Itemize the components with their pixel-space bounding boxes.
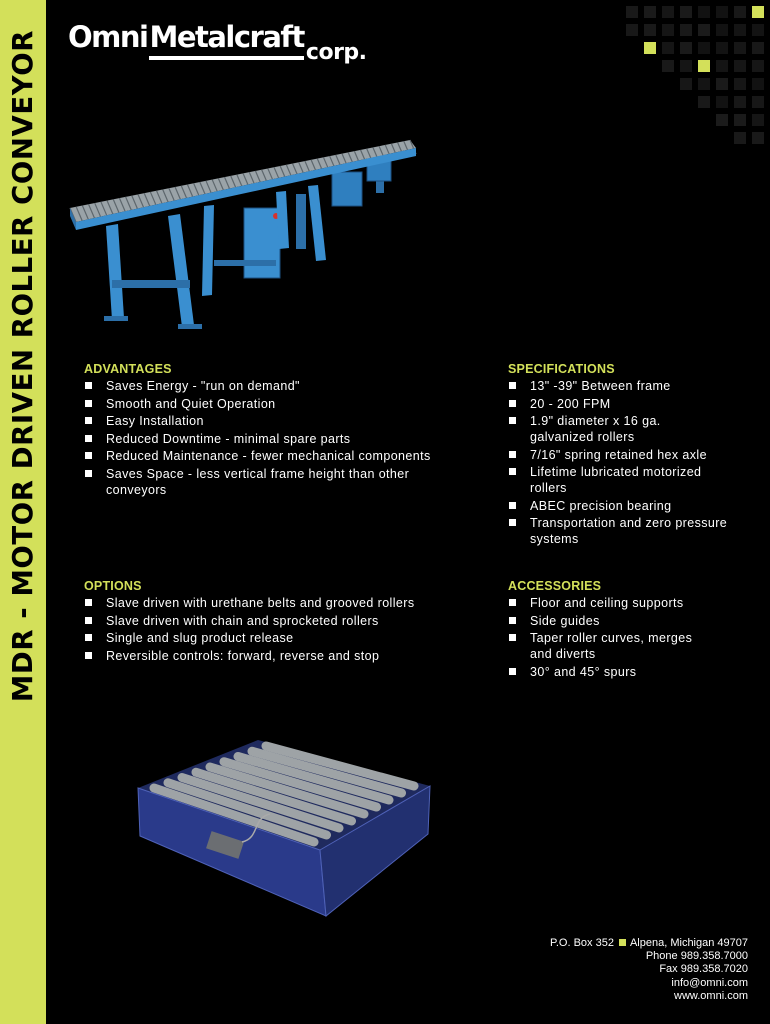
bullet-square-icon [85,617,92,624]
list-item [84,431,464,447]
bullet-square-icon [509,502,516,509]
list-item [84,378,464,394]
list-item [508,413,728,445]
bullet-square-icon [509,417,516,424]
logo-corp: corp. [305,40,367,65]
specifications-list [508,378,728,547]
bullet-square-icon [85,634,92,641]
decorative-square [734,60,746,72]
decorative-square [626,24,638,36]
decorative-square [752,60,764,72]
list-item-text: Single and slug product release [106,631,294,645]
phone-line: Phone 989.358.7000 [645,950,748,963]
list-item [84,648,464,664]
decorative-square [734,78,746,90]
bullet-square-icon [509,451,516,458]
list-item-text: Taper roller curves, merges and diverts [530,631,693,661]
decorative-square [716,42,728,54]
website-link[interactable]: www.omni.com [674,989,748,1002]
decorative-square [698,60,710,72]
accessories-section [508,579,708,681]
list-item [508,515,728,547]
list-item [84,595,464,611]
logo-omni: Omni [68,20,148,54]
list-item [508,664,708,680]
bullet-square-icon [85,470,92,477]
decorative-square [716,78,728,90]
list-item [508,464,728,496]
accessories-list [508,595,708,680]
bullet-square-icon [509,668,516,675]
list-item-text: Floor and ceiling supports [530,596,684,610]
specifications-section [508,362,728,549]
accessories-heading: ACCESSORIES [508,579,602,593]
list-item-text: Reduced Downtime - minimal spare parts [106,431,351,446]
decorative-square [662,6,674,18]
decorative-square [680,42,692,54]
list-item-text: Slave driven with chain and sprocketed rollers [106,613,379,628]
decorative-square [716,96,728,108]
list-item-text: Lifetime lubricated motorized rollers [530,465,702,495]
list-item [84,613,464,629]
specifications-heading: SPECIFICATIONS [508,362,615,376]
decorative-square [734,6,746,18]
decorative-square [752,132,764,144]
list-item-text: 30° and 45° spurs [530,664,637,679]
bullet-square-icon [85,599,92,606]
list-item [508,595,708,611]
advantages-list [84,378,464,498]
city-line: Alpena, Michigan 49707 [629,937,748,949]
decorative-square [716,24,728,36]
decorative-square [698,78,710,90]
decorative-square [734,24,746,36]
logo-metalcraft: Metalcraft [149,20,303,60]
decorative-square [698,42,710,54]
bullet-square-icon [509,634,516,641]
list-item-text: 1.9" diameter x 16 ga. galvanized rollers [530,414,661,444]
list-item [84,413,464,429]
decorative-square [716,60,728,72]
list-item [84,396,464,412]
po-box: P.O. Box 352 [549,937,614,949]
address-line [550,937,748,950]
bullet-square-icon [85,417,92,424]
bullet-square-icon [85,400,92,407]
decorative-square [644,6,656,18]
decorative-square [698,24,710,36]
decorative-square [680,78,692,90]
list-item-text: 13" -39" Between frame [530,379,671,393]
list-item-text: ABEC precision bearing [530,498,672,513]
email-link[interactable]: info@omni.com [671,976,748,989]
decorative-square [698,6,710,18]
advantages-section [84,362,464,499]
list-item-text: Transportation and zero pressure systems [530,516,728,546]
decorative-square [752,24,764,36]
bullet-square-icon [509,468,516,475]
list-item [84,448,464,464]
decorative-square [662,42,674,54]
decorative-square [644,42,656,54]
list-item [508,613,708,629]
decorative-square [662,24,674,36]
bullet-square-icon [509,599,516,606]
list-item-text: Side guides [530,613,600,628]
decorative-square [716,114,728,126]
decorative-square [698,96,710,108]
list-item-text: Slave driven with urethane belts and grooved rollers [106,596,415,610]
list-item [84,466,464,498]
company-logo [68,20,367,65]
bullet-square-icon [509,400,516,407]
separator-square-icon [619,939,626,946]
sidebar-title: MDR - MOTOR DRIVEN ROLLER CONVEYOR [7,29,39,703]
fax-line: Fax 989.358.7020 [659,963,748,976]
options-list [84,595,464,664]
list-item-text: Saves Space - less vertical frame height than other conveyors [106,466,410,497]
options-section [84,579,464,665]
list-item-text: Smooth and Quiet Operation [106,396,276,411]
decorative-square [716,6,728,18]
list-item [84,630,464,646]
sidebar-band [0,0,46,1024]
list-item [508,498,728,514]
list-item-text: Easy Installation [106,414,204,428]
decorative-square [680,24,692,36]
decorative-square [644,24,656,36]
list-item [508,378,728,394]
bullet-square-icon [85,435,92,442]
list-item [508,447,728,463]
list-item-text: Saves Energy - "run on demand" [106,379,300,393]
decorative-square [662,60,674,72]
list-item-text: Reversible controls: forward, reverse and stop [106,648,380,663]
list-item-text: Reduced Maintenance - fewer mechanical components [106,449,431,463]
conveyor-photo [64,130,424,335]
decorative-square [734,96,746,108]
options-heading: OPTIONS [84,579,142,593]
contact-footer [550,937,748,1003]
bullet-square-icon [509,382,516,389]
bullet-square-icon [85,652,92,659]
decorative-square-grid [620,0,770,210]
decorative-square [680,6,692,18]
decorative-square [752,42,764,54]
bullet-square-icon [85,452,92,459]
decorative-square [626,6,638,18]
decorative-square [752,114,764,126]
decorative-square [734,114,746,126]
conveyor-module-photo [130,738,435,918]
decorative-square [752,6,764,18]
decorative-square [734,42,746,54]
list-item-text: 7/16" spring retained hex axle [530,447,707,462]
decorative-square [752,96,764,108]
bullet-square-icon [85,382,92,389]
list-item [508,630,708,662]
advantages-heading: ADVANTAGES [84,362,172,376]
bullet-square-icon [509,617,516,624]
decorative-square [752,78,764,90]
decorative-square [734,132,746,144]
list-item-text: 20 - 200 FPM [530,396,611,411]
bullet-square-icon [509,519,516,526]
decorative-square [680,60,692,72]
list-item [508,396,728,412]
